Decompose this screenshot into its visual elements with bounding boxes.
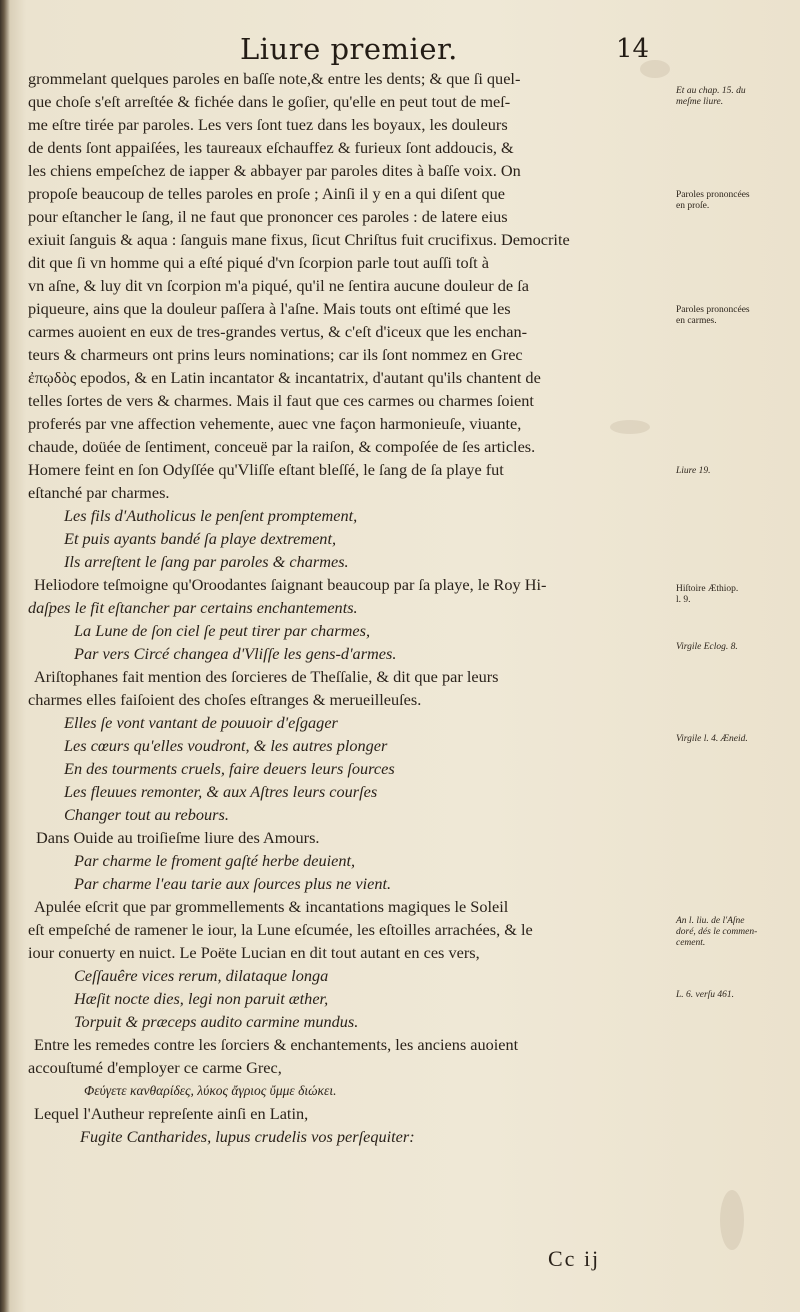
verse-line: Changer tout au rebours. [64, 805, 229, 824]
page-number: 14 [616, 34, 650, 64]
text-line: exiuit ſanguis & aqua : ſanguis mane fixus, ſicut Chriſtus fuit crucifixus. Democrite [28, 230, 570, 249]
margin-note: meſme liure. [676, 97, 724, 107]
verse-line: Hæſit nocte dies, legi non paruit æther, [74, 989, 329, 1008]
text-line: carmes auoient en eux de tres-grandes vertus, & c'eſt d'iceux que les enchan- [28, 322, 528, 341]
verse-line: Ceſſauêre vices rerum, dilataque longa [74, 966, 329, 985]
verse-line: Elles ſe vont vantant de pouuoir d'eſgager [64, 713, 338, 732]
text-line: ἐπῳδὸς epodos, & en Latin incantator & incantatrix, d'autant qu'ils chantent de [28, 368, 541, 387]
text-line: pour eſtancher le ſang, il ne faut que prononcer ces paroles : de latere eius [28, 207, 508, 226]
margin-note: L. 6. verſu 461. [676, 990, 735, 1000]
verse-line: Par charme l'eau tarie aux ſources plus ne vient. [74, 874, 392, 893]
margin-note: Paroles prononcées [676, 190, 750, 200]
margin-note: cement. [676, 938, 706, 948]
verse-line: La Lune de ſon ciel ſe peut tirer par charmes, [74, 621, 371, 640]
margin-note: Virgile l. 4. Æneid. [676, 734, 748, 744]
signature-mark: Cc ij [548, 1246, 601, 1271]
text-line: propoſe beaucoup de telles paroles en proſe ; Ainſi il y en a qui diſent que [28, 184, 505, 203]
margin-note: Hiſtoire Æthiop. [676, 584, 739, 594]
verse-line: Par charme le froment gaſté herbe deuient, [74, 851, 356, 870]
text-line: Homere feint en ſon Odyſſée qu'Vliſſe eſtant bleſſé, le ſang de ſa playe fut [28, 460, 504, 479]
margin-note: en carmes. [676, 316, 717, 326]
text-line: me eſtre tirée par paroles. Les vers ſont tuez dans les boyaux, les douleurs [28, 115, 508, 134]
verse-line: En des tourments cruels, faire deuers leurs ſources [64, 759, 395, 778]
verse-line: daſpes le fit eſtancher par certains enchantements. [28, 598, 358, 617]
margin-note: Virgile Eclog. 8. [676, 642, 738, 652]
margin-note: Paroles prononcées [676, 305, 750, 315]
paper-stain [720, 1190, 744, 1250]
text-line: Entre les remedes contre les ſorciers & enchantements, les anciens auoient [34, 1035, 519, 1054]
text-line: chaude, doüée de ſentiment, conceuë par la raiſon, & compoſée de ſes articles. [28, 437, 536, 456]
text-line: Dans Ouide au troiſieſme liure des Amours. [36, 828, 320, 847]
text-line: eſt empeſché de ramener le iour, la Lune eſcumée, les eſtoilles arrachées, & le [28, 920, 533, 939]
verse-line: Les fils d'Autholicus le penſent promptement, [64, 506, 358, 525]
paper-stain [610, 420, 650, 434]
text-line: teurs & charmeurs ont prins leurs nominations; car ils ſont nommez en Grec [28, 345, 523, 364]
text-line: accouſtumé d'employer ce carme Grec, [28, 1058, 282, 1077]
margin-note: l. 9. [676, 595, 691, 605]
verse-line: Ils arreſtent le ſang par paroles & charmes. [64, 552, 349, 571]
text-line: de dents ſont appaiſées, les taureaux eſchauffez & furieux ſont addoucis, & [28, 138, 514, 157]
text-line: les chiens empeſchez de iapper & abbayer par paroles dites à baſſe voix. On [28, 161, 521, 180]
text-line: piqueure, ains que la douleur paſſera à l'aſne. Mais touts ont eſtimé que les [28, 299, 511, 318]
text-line: iour conuerty en nuict. Le Poëte Lucian en dit tout autant en ces vers, [28, 943, 480, 962]
verse-line: Les cœurs qu'elles voudront, & les autres plonger [64, 736, 388, 755]
text-line: Lequel l'Autheur repreſente ainſi en Latin, [34, 1104, 309, 1123]
running-title: Liure premier. [240, 32, 458, 66]
margin-note: doré, dés le commen- [676, 927, 758, 937]
verse-line: Les fleuues remonter, & aux Aſtres leurs courſes [64, 782, 378, 801]
margin-note: An l. liu. de l'Aſne [676, 916, 745, 926]
page-header [0, 30, 800, 70]
text-line: dit que ſi vn homme qui a eſté piqué d'vn ſcorpion parle tout auſſi toſt à [28, 253, 489, 272]
margin-note: Et au chap. 15. du [676, 86, 746, 96]
text-line: eſtanché par charmes. [28, 483, 170, 502]
text-line: proferés par vne affection vehemente, auec vne façon harmonieuſe, viuante, [28, 414, 522, 433]
verse-line: Fugite Cantharides, lupus crudelis vos perſequiter: [80, 1127, 415, 1146]
text-line: Apulée eſcrit que par grommellements & incantations magiques le Soleil [34, 897, 509, 916]
verse-line: Et puis ayants bandé ſa playe dextrement, [64, 529, 337, 548]
text-line: grommelant quelques paroles en baſſe note,& entre les dents; & que ſi quel- [28, 69, 521, 88]
text-line: telles ſortes de vers & charmes. Mais il faut que ces carmes ou charmes ſoient [28, 391, 534, 410]
margin-note: Liure 19. [676, 466, 711, 476]
text-line: Ariſtophanes fait mention des ſorcieres de Theſſalie, & dit que par leurs [34, 667, 499, 686]
verse-line: Torpuit & præceps audito carmine mundus. [74, 1012, 359, 1031]
text-line: charmes elles faiſoient des choſes eſtranges & merueilleuſes. [28, 690, 422, 709]
margin-note: en proſe. [676, 201, 710, 211]
verse-line: Par vers Circé changea d'Vliſſe les gens-d'armes. [74, 644, 397, 663]
text-line: vn aſne, & luy dit vn ſcorpion m'a piqué, qu'il ne ſentira aucune douleur de ſa [28, 276, 529, 295]
text-line: Φεύγετε κανθαρίδες, λύκος ἄγριος ὔμμε διώκει. [84, 1083, 337, 1098]
text-line: Heliodore teſmoigne qu'Oroodantes ſaignant beaucoup par ſa playe, le Roy Hi- [34, 575, 547, 594]
text-line: que choſe s'eſt arreſtée & fichée dans le goſier, qu'elle en peut tout de meſ- [28, 92, 511, 111]
